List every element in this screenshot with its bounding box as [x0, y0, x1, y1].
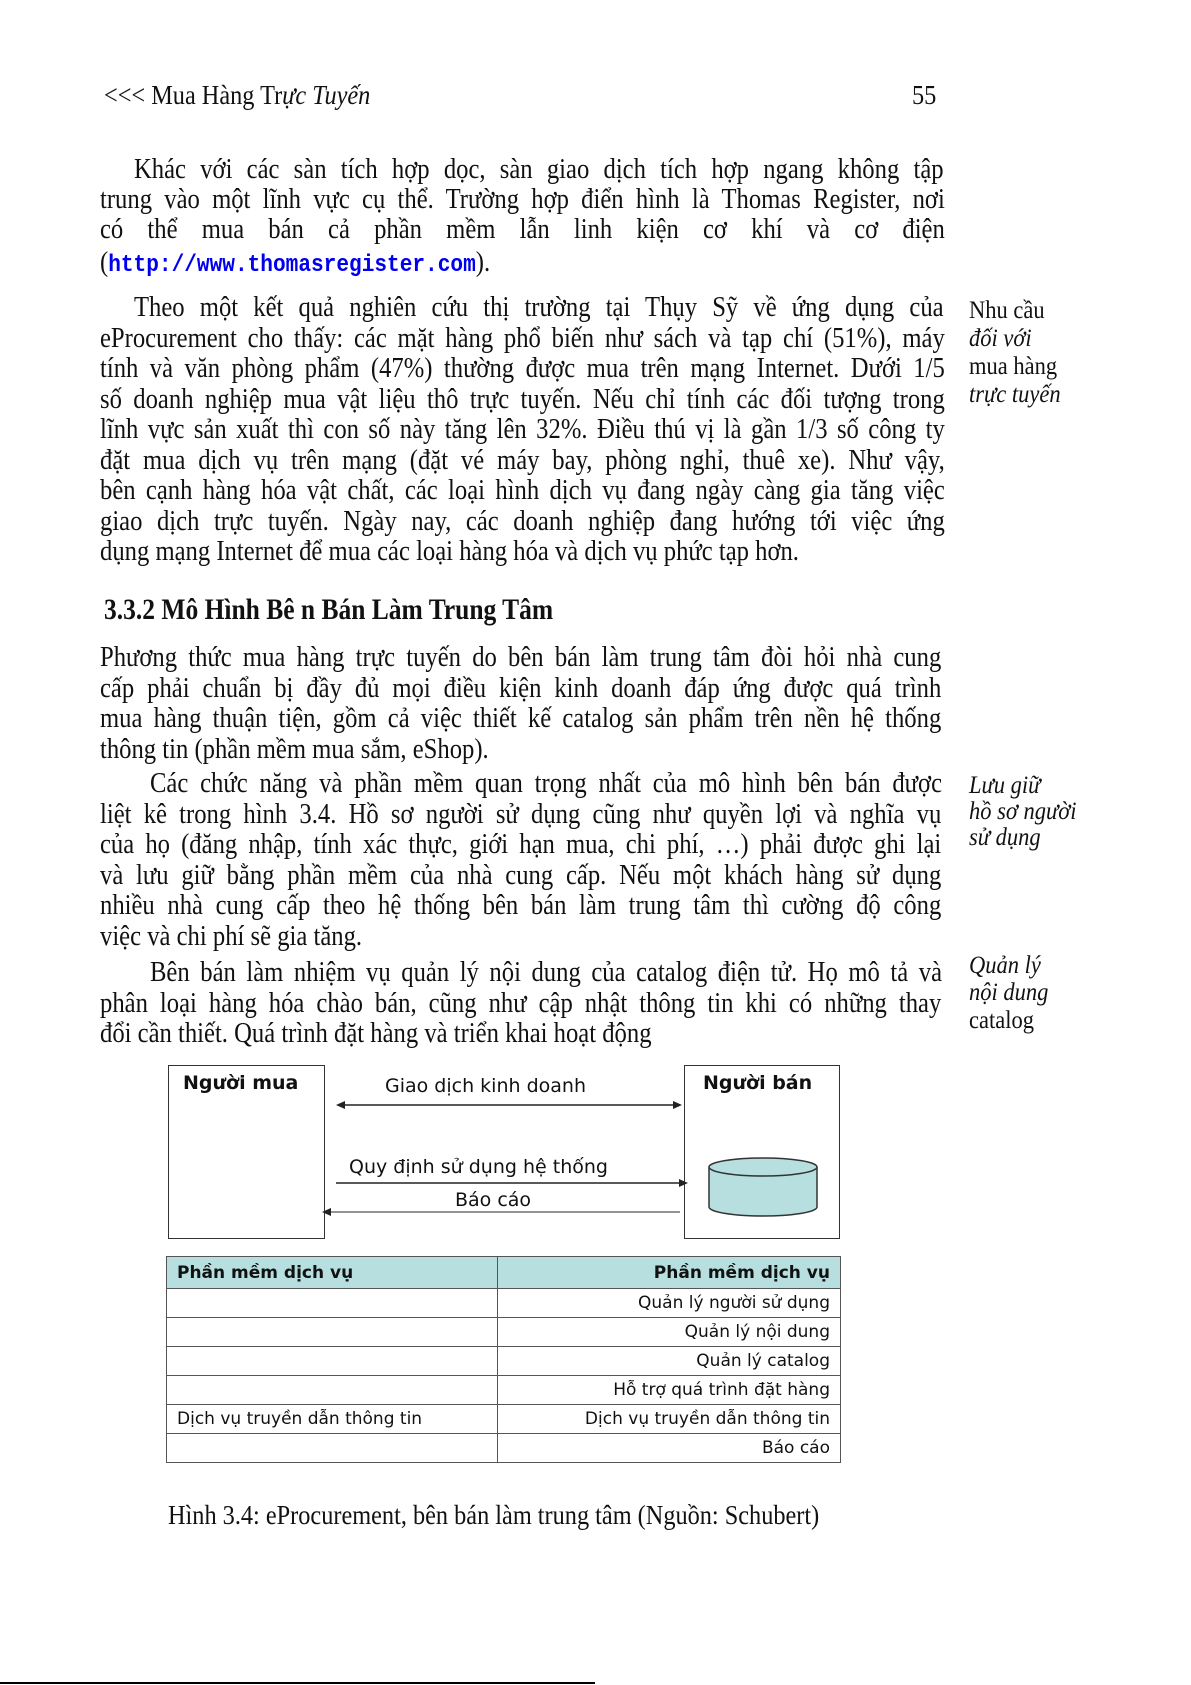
- table-cell: [167, 1347, 498, 1376]
- table-cell: Quản lý người sử dụng: [498, 1289, 841, 1318]
- table-cell: [167, 1376, 498, 1405]
- text-line: Các chức năng và phần mềm quan trọng nhất của mô hình bên bán được: [150, 768, 942, 799]
- footer-rule: [0, 1682, 595, 1684]
- buyer-box: [168, 1065, 325, 1239]
- table-cell: [167, 1289, 498, 1318]
- text-line: giao dịch trực tuyến. Ngày nay, các doanh nghiệp đang hướng tới việc ứng: [100, 505, 945, 537]
- table-cell: Quản lý nội dung: [498, 1318, 841, 1347]
- text-line: bên cạnh hàng hóa vật chất, các loại hình dịch vụ đang ngày càng gia tăng việc: [100, 475, 945, 506]
- seller-services-header: Phần mềm dịch vụ: [498, 1257, 841, 1289]
- right-arrow-icon: [336, 1176, 688, 1190]
- note-line: sử dụng: [969, 824, 1041, 851]
- database-cylinder-icon: [700, 1155, 830, 1220]
- section-heading: 3.3.2 Mô Hình Bê n Bán Làm Trung Tâm: [104, 593, 554, 626]
- note-line: hồ sơ người: [969, 798, 1077, 825]
- text-line: Bên bán làm nhiệm vụ quản lý nội dung của catalog điện tử. Họ mô tả và: [150, 957, 942, 988]
- table-cell: Báo cáo: [498, 1434, 841, 1463]
- text-line: mua hàng thuận tiện, gồm cả việc thiết kế catalog sản phẩm trên nền hệ thống: [100, 703, 942, 734]
- text-line: của họ (đăng nhập, tính xác thực, giới hạn mua, chi phí, …) phải được ghi lại: [100, 829, 942, 860]
- bidirectional-arrow-icon: [336, 1098, 682, 1112]
- text-line: đặt mua dịch vụ trên mạng (đặt vé máy bay, phòng nghỉ, thuê xe). Như vậy,: [100, 444, 945, 476]
- table-cell: Hỗ trợ quá trình đặt hàng: [498, 1376, 841, 1405]
- figure-caption: Hình 3.4: eProcurement, bên bán làm trung tâm (Nguồn: Schubert): [168, 1500, 820, 1530]
- note-line: Nhu cầu: [969, 297, 1045, 324]
- text-line: và lưu giữ bằng phần mềm của nhà cung cấp. Nếu một khách hàng sử dụng: [100, 859, 942, 891]
- text-line: Khác với các sàn tích hợp dọc, sàn giao dịch tích hợp ngang không tập: [134, 154, 944, 185]
- chapter-marker: <<<: [104, 80, 146, 110]
- text-line: tính và văn phòng phẩm (47%) thường được mua trên mạng Internet. Dưới 1/5: [100, 353, 945, 384]
- table-row: [167, 1376, 841, 1405]
- text-line: dụng mạng Internet để mua các loại hàng hóa và dịch vụ phức tạp hơn.: [100, 536, 799, 567]
- left-arrow-icon: [322, 1205, 684, 1219]
- text-line: Phương thức mua hàng trực tuyến do bên bán làm trung tâm đòi hỏi nhà cung: [100, 642, 942, 673]
- table-cell: Dịch vụ truyền dẫn thông tin: [167, 1405, 498, 1434]
- text-line: có thể mua bán cả phần mềm lẫn linh kiện cơ khí và cơ điện: [100, 214, 945, 245]
- buyer-services-header: Phần mềm dịch vụ: [167, 1257, 498, 1289]
- report-label: Báo cáo: [455, 1189, 532, 1211]
- text-line: phân loại hàng hóa chào bán, cũng như cập nhật thông tin khi có những thay: [100, 987, 942, 1019]
- text-line: lĩnh vực sản xuất thì con số này tăng lên 32%. Điều thú vị là gần 1/3 số công ty: [100, 414, 945, 445]
- table-cell: [167, 1318, 498, 1347]
- page-number: 55: [912, 80, 937, 110]
- running-header: [104, 80, 370, 111]
- text-line: nhiều nhà cung cấp theo hệ thống bên bán làm trung tâm thì cường độ công: [100, 890, 942, 921]
- note-line: catalog: [969, 1007, 1034, 1034]
- text-line: eProcurement cho thấy: các mặt hàng phổ biến như sách và tạp chí (51%), máy: [100, 322, 945, 354]
- text-line: (http://www.thomasregister.com).: [100, 247, 491, 279]
- buyer-label: Người mua: [183, 1072, 299, 1094]
- services-table: [166, 1256, 841, 1463]
- text-line: Theo một kết quả nghiên cứu thị trường tại Thụy Sỹ về ứng dụng của: [134, 292, 944, 323]
- table-cell: Dịch vụ truyền dẫn thông tin: [498, 1405, 841, 1434]
- system-rules-label: Quy định sử dụng hệ thống: [349, 1156, 608, 1178]
- text-line: số doanh nghiệp mua vật liệu thô trực tuyến. Nếu chỉ tính các đối tượng trong: [100, 383, 945, 415]
- note-line: nội dung: [969, 979, 1049, 1006]
- note-line: Quản lý: [969, 952, 1041, 979]
- text-line: việc và chi phí sẽ gia tăng.: [100, 920, 363, 952]
- table-row: [167, 1289, 841, 1318]
- table-cell: [167, 1434, 498, 1463]
- note-line: Lưu giữ: [969, 772, 1041, 799]
- chapter-title: Mua Hàng Trực Tuyến: [151, 80, 371, 110]
- seller-label: Người bán: [703, 1072, 813, 1094]
- table-header-row: [167, 1257, 841, 1289]
- text-line: trung vào một lĩnh vực cụ thể. Trường hợp điển hình là Thomas Register, nơi: [100, 184, 945, 215]
- table-row: [167, 1434, 841, 1463]
- table-cell: Quản lý catalog: [498, 1347, 841, 1376]
- table-row: [167, 1318, 841, 1347]
- business-transaction-label: Giao dịch kinh doanh: [385, 1075, 586, 1097]
- note-line: đối với: [969, 325, 1032, 352]
- text-line: thông tin (phần mềm mua sắm, eShop).: [100, 733, 489, 765]
- note-line: mua hàng: [969, 353, 1058, 380]
- text-line: đổi cần thiết. Quá trình đặt hàng và triển khai hoạt động: [100, 1018, 652, 1049]
- note-line: trực tuyến: [969, 381, 1061, 408]
- thomasregister-link[interactable]: http://www.thomasregister.com: [108, 252, 476, 279]
- text-line: liệt kê trong hình 3.4. Hồ sơ người sử dụng cũng như quyền lợi và nghĩa vụ: [100, 798, 942, 830]
- text-line: cấp phải chuẩn bị đầy đủ mọi điều kiện kinh doanh đáp ứng được quá trình: [100, 672, 942, 704]
- table-row: [167, 1347, 841, 1376]
- table-row: [167, 1405, 841, 1434]
